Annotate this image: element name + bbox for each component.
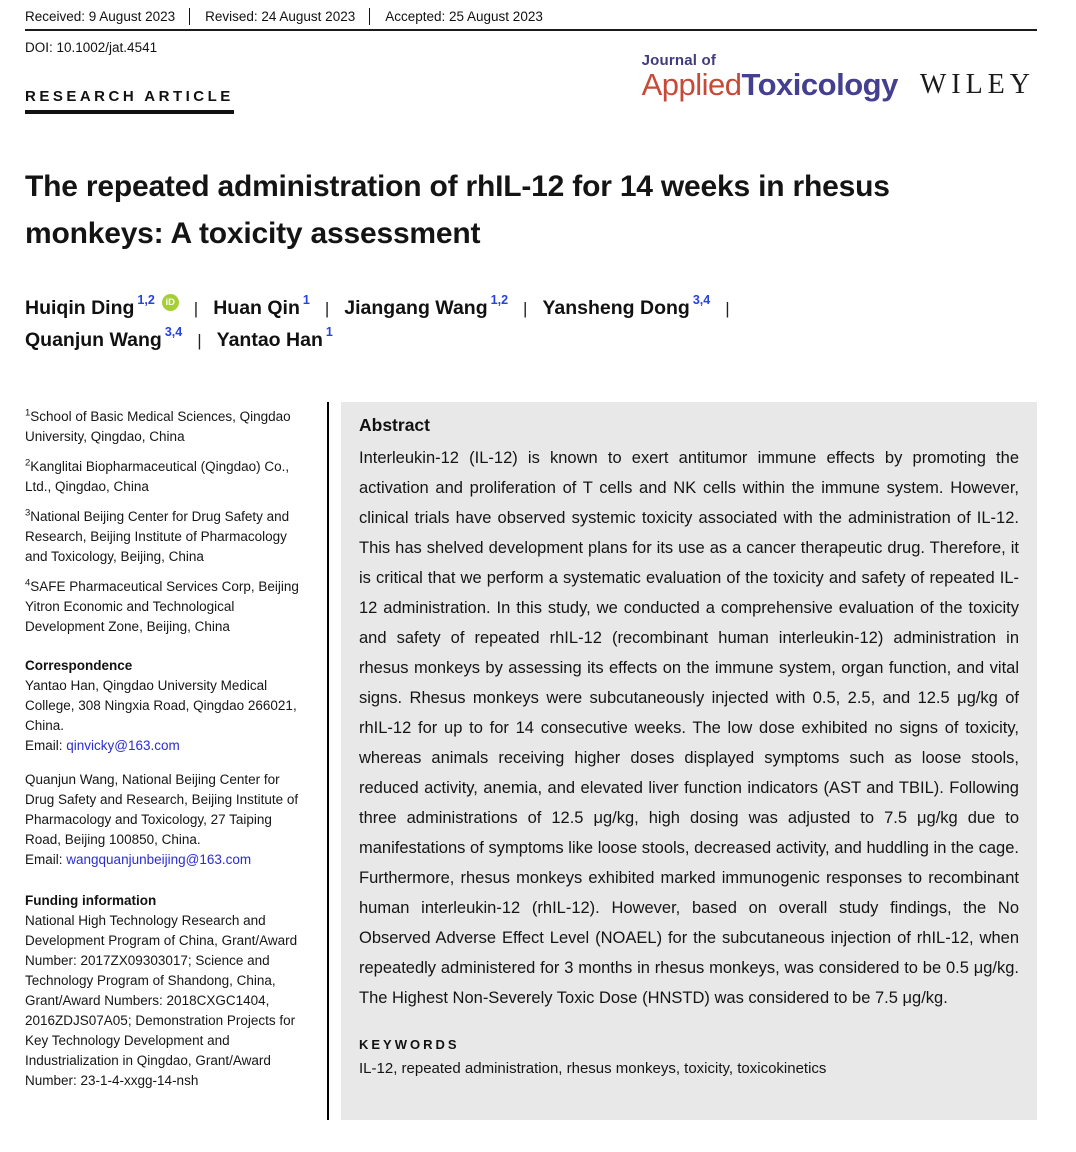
doi: DOI: 10.1002/jat.4541: [25, 40, 158, 55]
info-columns: [25, 402, 1037, 1120]
funding-section: [25, 891, 305, 1091]
email-label: Email:: [25, 852, 67, 867]
author: [344, 293, 509, 320]
author-separator: |: [193, 298, 199, 318]
author-separator: |: [324, 298, 330, 318]
journal-name: [642, 52, 898, 100]
author-name: Quanjun Wang: [25, 329, 162, 351]
email-link[interactable]: qinvicky@163.com: [66, 738, 180, 753]
journal-name-toxicology: Toxicology: [741, 67, 898, 102]
wiley-logo: WILEY: [919, 69, 1035, 100]
column-divider: [327, 402, 329, 1120]
author-list: [25, 293, 1037, 352]
article-type-label: RESEARCH ARTICLE: [25, 88, 234, 114]
author-row-1: [25, 293, 1037, 320]
email-label: Email:: [25, 738, 67, 753]
author-name: Yansheng Dong: [542, 297, 690, 319]
affiliation-3: [25, 507, 305, 567]
keywords-text: IL-12, repeated administration, rhesus monkeys, toxicity, toxicokinetics: [359, 1060, 827, 1077]
journal-name-applied: Applied: [641, 67, 742, 102]
dates-bar: [25, 8, 1037, 31]
author-separator: |: [725, 298, 730, 318]
funding-text: National High Technology Research and Development Program of China, Grant/Award Number: 2017ZX09303017; Science and Technology Program of Shandong, China, Grant/Award Numbers: 2018CXGC1404, 2016ZDJS07A05; Demonstration Projects for Key Technology Development and Industrialization in Qingdao, Grant/Award Number: 23-1-4-xxgg-14-nsh: [25, 913, 298, 1088]
revised-date: Revised: 24 August 2023: [189, 8, 369, 25]
affiliation-text: SAFE Pharmaceutical Services Corp, Beijing Yitron Economic and Technological Development Zone, Beijing, China: [25, 579, 299, 634]
journal-name-prefix: Journal of: [641, 52, 717, 69]
abstract-heading: Abstract: [359, 415, 430, 435]
affiliation-1: [25, 407, 305, 447]
author-row-2: [25, 325, 1037, 352]
affiliation-text: Kanglitai Biopharmaceutical (Qingdao) Co., Ltd., Qingdao, China: [25, 459, 290, 494]
keywords-heading: KEYWORDS: [359, 1037, 460, 1052]
author-affiliation-sup: 1: [325, 325, 333, 339]
affiliation-sup: 2: [25, 457, 31, 469]
affiliation-sup: 4: [25, 577, 31, 589]
received-date: Received: 9 August 2023: [25, 9, 176, 24]
author-name: Jiangang Wang: [344, 297, 488, 319]
correspondence-entry-1: [25, 676, 305, 756]
author-separator: |: [197, 330, 202, 350]
author-name: Huan Qin: [213, 297, 300, 319]
correspondence-text: Quanjun Wang, National Beijing Center for Drug Safety and Research, Beijing Institute of Pharmacology and Toxicology, 27 Taiping Road, Beijing 100850, China.: [25, 772, 299, 847]
author: [25, 325, 183, 352]
affiliation-sup: 3: [25, 507, 31, 519]
correspondence-section: [25, 656, 305, 870]
journal-name-main: [642, 69, 898, 100]
abstract-text: Interleukin-12 (IL-12) is known to exert antitumor immune effects by promoting the activation and proliferation of T cells and NK cells within the immune system. However, clinical trials have observed systemic toxicity associated with the administration of IL-12. This has shelved development plans for its use as a cancer therapeutic drug. Therefore, it is critical that we perform a systematic evaluation of the toxicity and safety of repeated IL-12 administration. In this study, we conducted a comprehensive evaluation of the toxicity and safety of repeated rhIL-12 (recombinant human interleukin-12) administration in rhesus monkeys by assessing its effects on the immune system, organ function, and vital signs. Rhesus monkeys were subcutaneously injected with 0.5, 2.5, and 12.5 μg/kg of rhIL-12 for up to for 14 consecutive weeks. The low dose exhibited no signs of toxicity, whereas animals receiving higher doses displayed symptoms such as loose stools, reduced activity, anemia, and elevated liver function indicators (AST and TBIL). Following three administrations of 12.5 μg/kg, high dosing was adjusted to 7.5 μg/kg due to manifestations of symptoms like loose stools, decreased activity, and huddling in the cage. Furthermore, rhesus monkeys exhibited marked immunogenic responses to recombinant human interleukin-12 (rhIL-12). However, based on overall study findings, the No Observed Adverse Effect Level (NOAEL) for the subcutaneous injection of rhIL-12, when repeatedly administered for 3 months in rhesus monkeys, was considered to be 0.5 μg/kg. The Highest Non-Severely Toxic Dose (HNSTD) was considered to be 7.5 μg/kg.: [359, 449, 1019, 1007]
accepted-date: Accepted: 25 August 2023: [369, 8, 557, 25]
author-affiliation-sup: 1,2: [137, 293, 155, 307]
author-affiliation-sup: 1: [302, 293, 310, 307]
author-separator: |: [523, 298, 528, 318]
email-link[interactable]: wangquanjunbeijing@163.com: [66, 852, 252, 867]
affiliation-sup: 1: [25, 407, 31, 419]
author: [216, 325, 333, 352]
affiliation-text: National Beijing Center for Drug Safety and Research, Beijing Institute of Pharmacology and Toxicology, Beijing, China: [25, 509, 290, 564]
author-affiliation-sup: 3,4: [164, 325, 183, 339]
author: [213, 293, 310, 320]
funding-heading: Funding information: [25, 893, 157, 908]
author-affiliation-sup: 1,2: [490, 293, 509, 307]
author-name: Yantao Han: [216, 329, 323, 351]
keywords-section: [359, 1037, 1019, 1079]
abstract-box: [341, 402, 1037, 1120]
page-title: The repeated administration of rhIL-12 for 14 weeks in rhesus monkeys: A toxicity assessment: [25, 170, 890, 250]
author: [542, 293, 711, 320]
author: [25, 293, 179, 320]
left-info-column: [25, 402, 305, 1120]
orcid-icon[interactable]: iD: [162, 294, 179, 311]
affiliations: [25, 407, 305, 637]
author-affiliation-sup: 3,4: [692, 293, 711, 307]
author-name: Huiqin Ding: [25, 297, 135, 319]
correspondence-entry-2: [25, 770, 305, 870]
correspondence-heading: Correspondence: [25, 658, 133, 673]
affiliation-2: [25, 457, 305, 497]
affiliation-text: School of Basic Medical Sciences, Qingdao University, Qingdao, China: [25, 409, 291, 444]
correspondence-text: Yantao Han, Qingdao University Medical College, 308 Ningxia Road, Qingdao 266021, China.: [25, 678, 297, 733]
affiliation-4: [25, 577, 305, 637]
journal-logo: [642, 52, 1035, 100]
